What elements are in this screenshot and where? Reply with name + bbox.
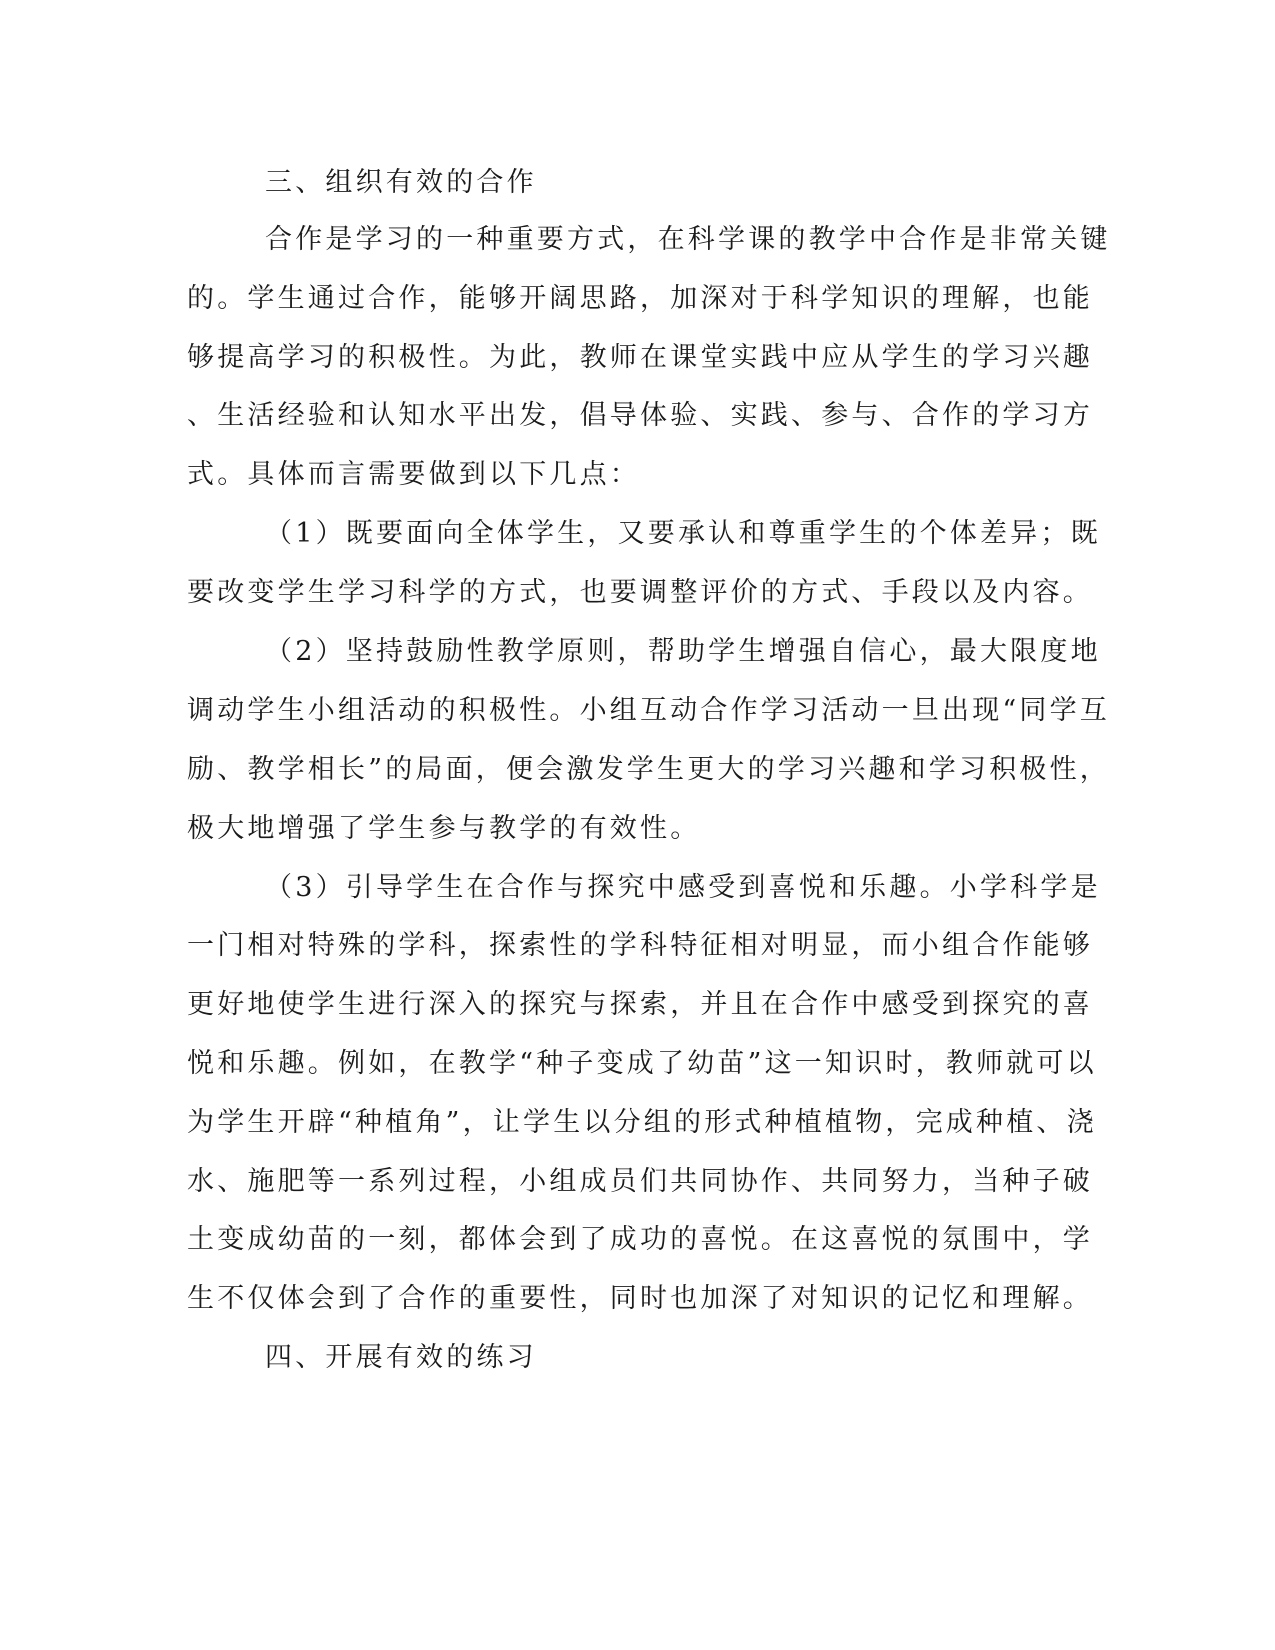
list-item-line: 更好地使学生进行深入的探究与探索，并且在合作中感受到探究的喜	[187, 989, 1093, 1020]
list-item-line: 要改变学生学习科学的方式，也要调整评价的方式、手段以及内容。	[187, 577, 1093, 608]
list-item-line: 调动学生小组活动的积极性。小组互动合作学习活动一旦出现“同学互	[187, 695, 1111, 726]
list-item-line: 悦和乐趣。例如，在教学“种子变成了幼苗”这一知识时，教师就可以	[187, 1048, 1097, 1079]
list-item-line: （2）坚持鼓励性教学原则，帮助学生增强自信心，最大限度地	[265, 636, 1101, 667]
paragraph-line: 式。具体而言需要做到以下几点：	[187, 459, 640, 490]
paragraph-line: 的。学生通过合作，能够开阔思路，加深对于科学知识的理解，也能	[187, 283, 1093, 314]
section-heading-four: 四、开展有效的练习	[265, 1342, 537, 1373]
list-item-line: 极大地增强了学生参与教学的有效性。	[187, 813, 701, 844]
paragraph-line: 、生活经验和认知水平出发，倡导体验、实践、参与、合作的学习方	[187, 400, 1093, 431]
list-item-line: （1）既要面向全体学生，又要承认和尊重学生的个体差异；既	[265, 518, 1101, 549]
paragraph-line: 够提高学习的积极性。为此，教师在课堂实践中应从学生的学习兴趣	[187, 342, 1093, 373]
paragraph-line: 合作是学习的一种重要方式，在科学课的教学中合作是非常关键	[265, 224, 1111, 255]
section-heading-three: 三、组织有效的合作	[265, 167, 537, 198]
list-item-line: 水、施肥等一系列过程，小组成员们共同协作、共同努力，当种子破	[187, 1166, 1093, 1197]
list-item-line: 一门相对特殊的学科，探索性的学科特征相对明显，而小组合作能够	[187, 930, 1093, 961]
list-item-line: 为学生开辟“种植角”，让学生以分组的形式种植植物，完成种植、浇	[187, 1107, 1097, 1138]
list-item-line: 土变成幼苗的一刻，都体会到了成功的喜悦。在这喜悦的氛围中，学	[187, 1224, 1093, 1255]
list-item-line: （3）引导学生在合作与探究中感受到喜悦和乐趣。小学科学是	[265, 872, 1101, 903]
list-item-line: 生不仅体会到了合作的重要性，同时也加深了对知识的记忆和理解。	[187, 1283, 1093, 1314]
list-item-line: 励、教学相长”的局面，便会激发学生更大的学习兴趣和学习积极性，	[187, 754, 1111, 785]
